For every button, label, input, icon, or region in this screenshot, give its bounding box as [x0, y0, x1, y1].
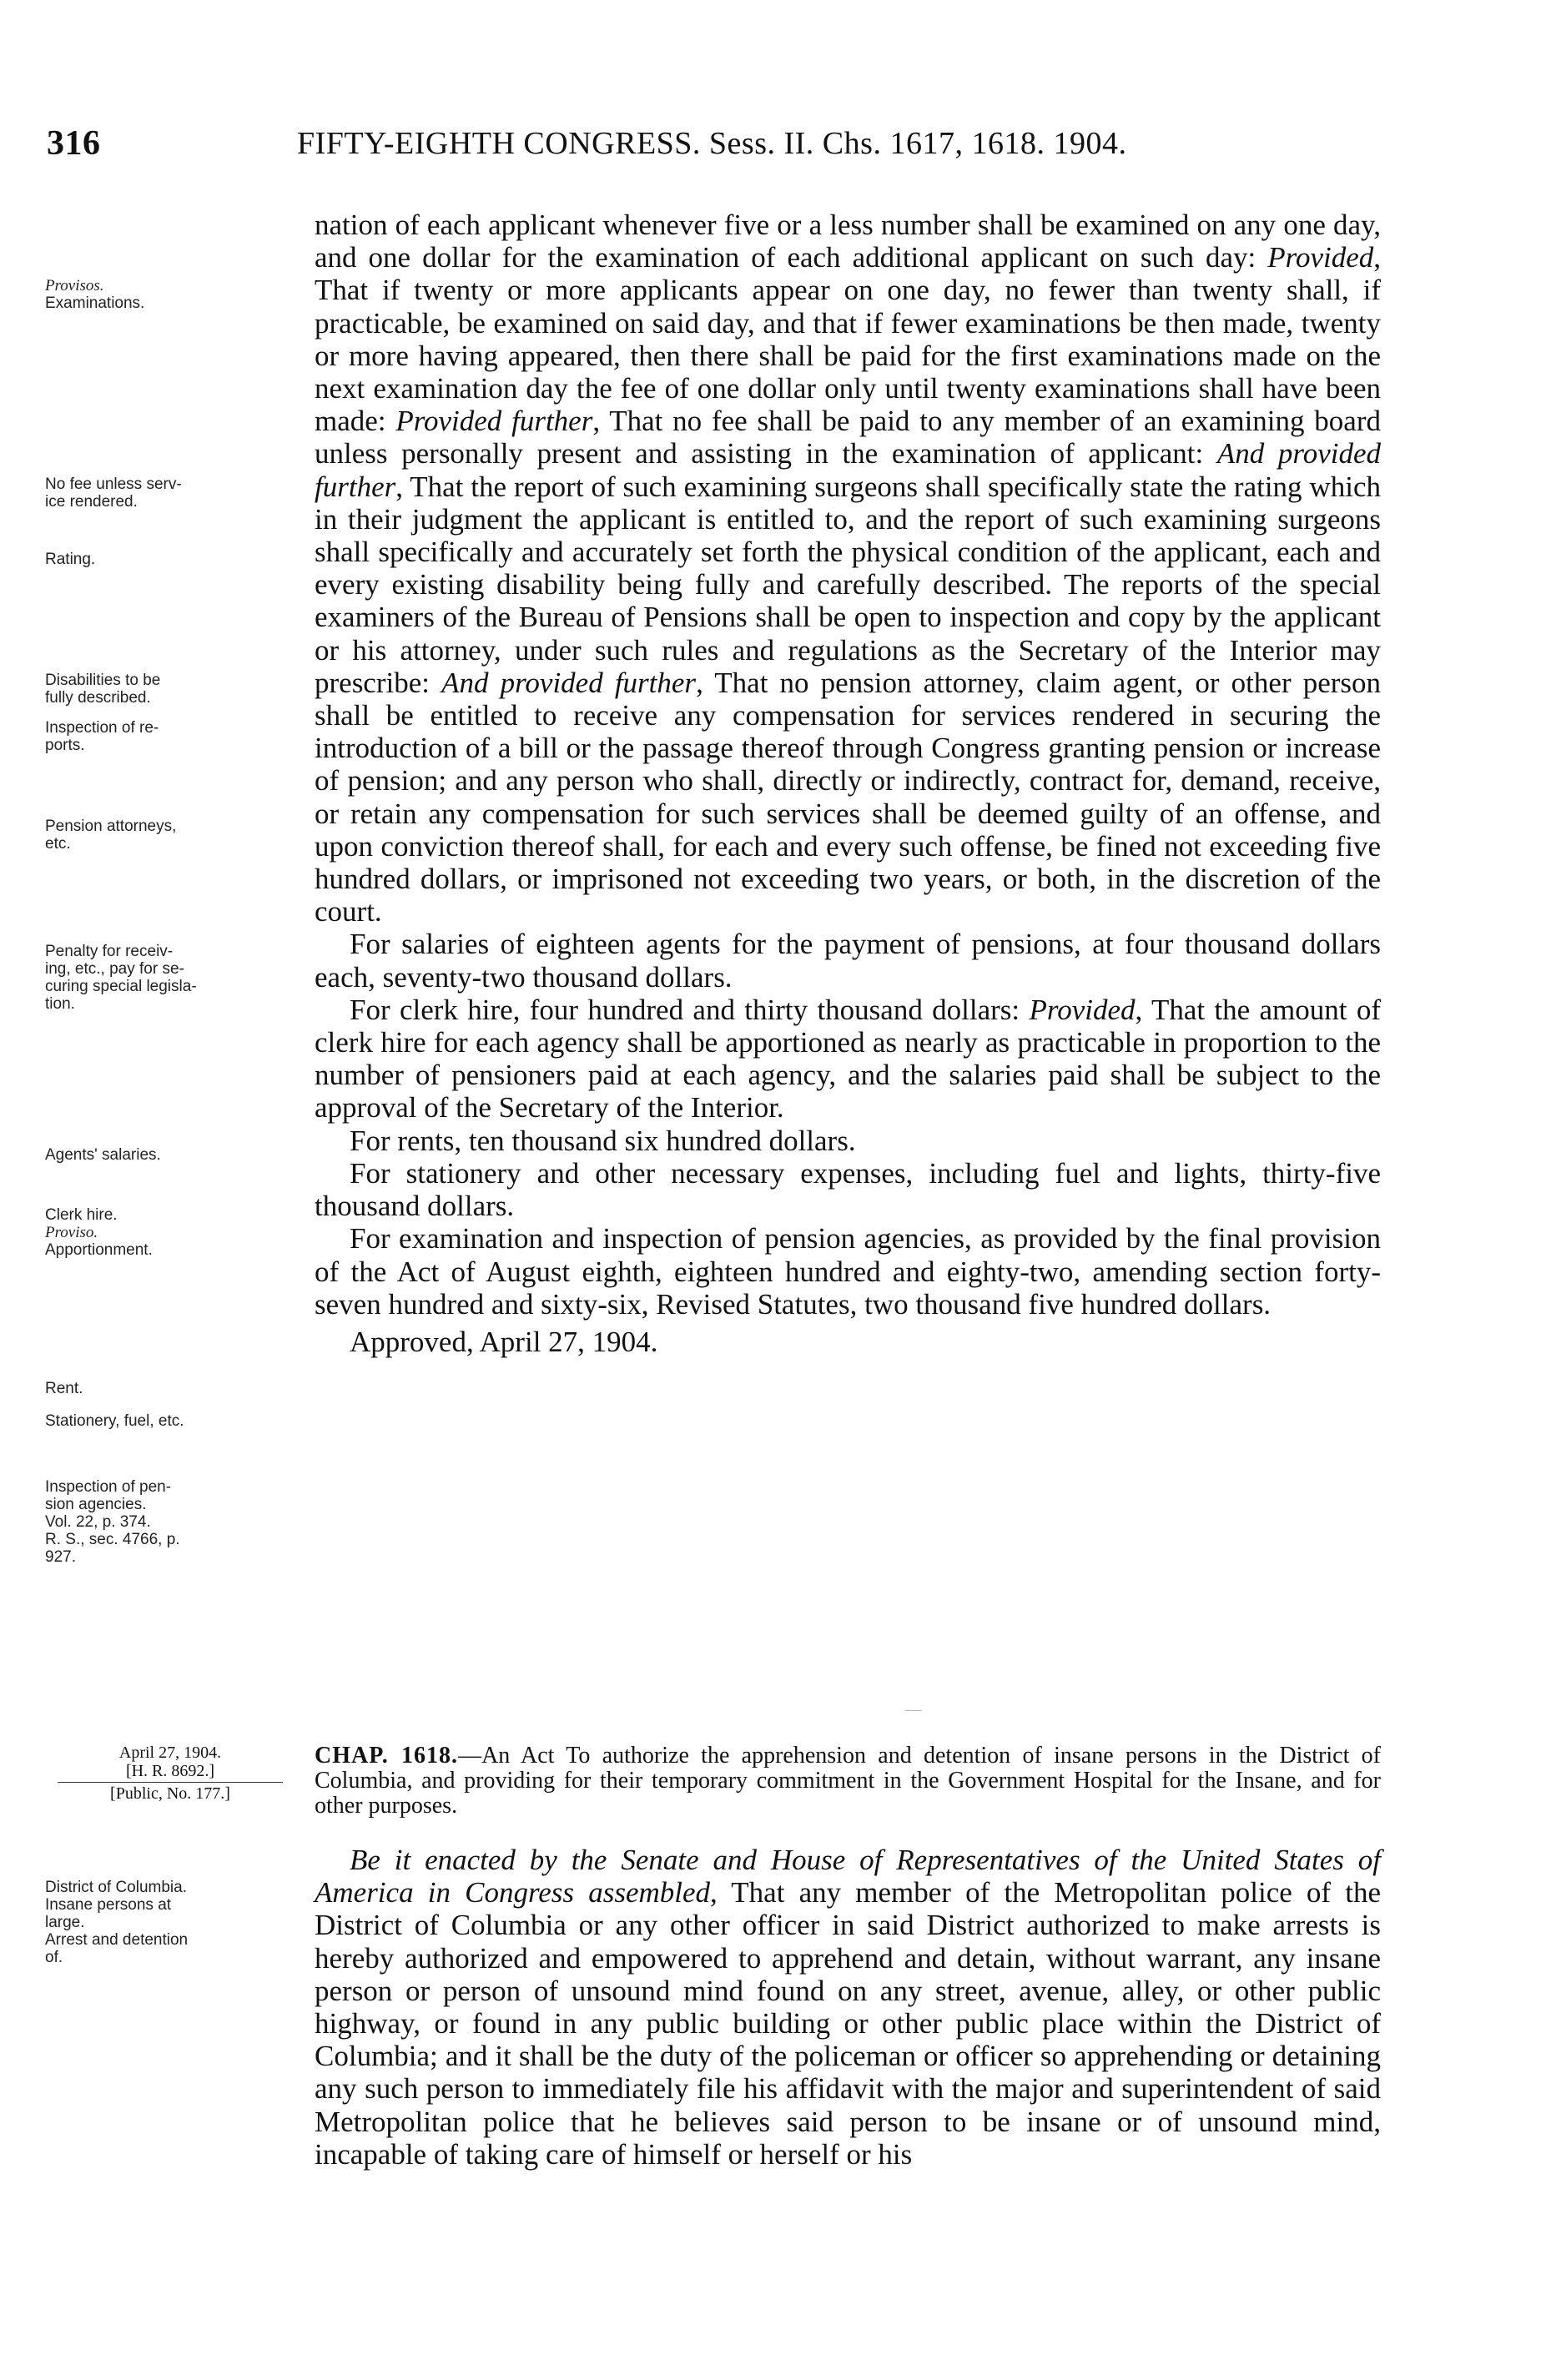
page-header [47, 123, 1382, 167]
margin-note-provisos: Provisos. Examinations. [45, 277, 145, 312]
margin-note-disabilities: Disabilities to be fully described. [45, 672, 161, 707]
margin-note-penalty: Penalty for receiv- ing, etc., pay for se- curing special legisla- tion. [45, 943, 197, 1013]
margin-note-agents: Agents' salaries. [45, 1146, 161, 1164]
chapter-1617-body [315, 209, 1381, 1358]
margin-note-inspection-reports: Inspection of re- ports. [45, 719, 159, 754]
paragraph-rent: For rents, ten thousand six hundred dollars. [350, 1124, 856, 1157]
chapter-hr: [H. R. 8692.] [125, 1762, 215, 1780]
margin-note-no-fee: No fee unless serv- ice rendered. [45, 475, 182, 511]
paragraph-clerk-hire: For clerk hire, four hundred and thirty thousand dollars: Provided, That the amount of clerk hire for each agency shall be apportioned as nearly as practicable in proportion to the number of pensioners paid at each agency, and the salaries paid shall be subject to the approval of the Secretary of the Interior. [315, 993, 1381, 1125]
margin-note-district: District of Columbia. Insane persons at large. Arrest and detention of. [45, 1879, 189, 1966]
margin-note-rating: Rating. [45, 551, 96, 568]
running-title: FIFTY-EIGHTH CONGRESS. Sess. II. Chs. 1617, 1618. 1904. [297, 126, 1127, 161]
margin-note-inspection-agencies: Inspection of pen- sion agencies. Vol. 22, p. 374. R. S., sec. 4766, p. 927. [45, 1478, 180, 1566]
paragraph-inspection: For examination and inspection of pension agencies, as provided by the final provision of the Act of August eighth, eighteen hundred and eighty-two, amending section forty-seven hundred and sixty-six, Revised Statutes, two thousand five hundred dollars. [315, 1222, 1381, 1321]
chapter-date: April 27, 1904. [118, 1743, 222, 1762]
enacting-paragraph: Be it enacted by the Senate and House of Representatives of the United States of America in Congress assembled, That any member of the Metropolitan police of the District of Columbia or any other officer in said District authorized to make arrests is hereby authorized and empowered to apprehend and detain, without warrant, any insane person or person of unsound mind found on any street, avenue, alley, or other public highway, or found in any public building or other public place within the District of Columbia; and it shall be the duty of the policeman or officer so apprehending or detaining any such person to immediately file his affidavit with the major and superintendent of said Metropolitan police that he believes said person to be insane or of unsound mind, incapable of taking care of himself or herself or his [315, 1844, 1381, 2171]
page-number: 316 [47, 124, 101, 163]
margin-note-rent: Rent. [45, 1380, 83, 1397]
margin-note-stationery: Stationery, fuel, etc. [45, 1412, 184, 1430]
separator-mark [905, 1710, 922, 1711]
chapter-label: CHAP. 1618. [315, 1743, 459, 1769]
margin-note-clerk-hire: Clerk hire. Proviso. Apportionment. [45, 1206, 153, 1259]
margin-note-pension-attorneys: Pension attorneys, etc. [45, 818, 177, 853]
chapter-1618-body [315, 1844, 1381, 2171]
paragraph-stationery: For stationery and other necessary expenses, including fuel and lights, thirty-five thousand dollars. [315, 1156, 1381, 1223]
approval-line: Approved, April 27, 1904. [350, 1325, 658, 1358]
chapter-title: CHAP. 1618.—An Act To authorize the apprehension and detention of insane persons in the District of Columbia, and providing for their temporary commitment in the Government Hospital for the Insane, and for other purposes. [315, 1743, 1381, 1819]
chapter-meta [45, 1743, 295, 1803]
paragraph-provisos: nation of each applicant whenever five or a less number shall be examined on any one day, and one dollar for the examination of each additional applicant on such day: Provided, That if twenty or more applicants appear on one day, no fewer than twenty shall, if practicable, be examined on said day, and that if fewer examinations be then made, twenty or more having appeared, then there shall be paid for the first examinations made on the next examination day the fee of one dollar only until twenty examinations shall have been made: Provided further, That no fee shall be paid to any member of an examining board unless personally present and assisting in the examination of applicant: And provided further, That the report of such examining surgeons shall specifically state the rating which in their judgment the applicant is entitled to, and the report of such examining surgeons shall specifically and accurately set forth the physical condition of the applicant, each and every existing disability being fully and carefully described. The reports of the special examiners of the Bureau of Pensions shall be open to inspection and copy by the applicant or his attorney, under such rules and regulations as the Secretary of the Interior may prescribe: And provided further, That no pension attorney, claim agent, or other person shall be entitled to receive any compensation for services rendered in securing the introduction of a bill or the passage thereof through Congress granting pension or increase of pension; and any person who shall, directly or indirectly, contract for, demand, receive, or retain any compensation for such services shall be deemed guilty of an offense, and upon conviction thereof shall, for each and every such offense, be fined not exceeding five hundred dollars, or imprisoned not exceeding two years, or both, in the discretion of the court. [315, 209, 1382, 928]
paragraph-agents-salaries: For salaries of eighteen agents for the payment of pensions, at four thousand dollars each, seventy-two thousand dollars. [315, 928, 1381, 994]
chapter-public-law: [Public, No. 177.] [110, 1784, 230, 1803]
